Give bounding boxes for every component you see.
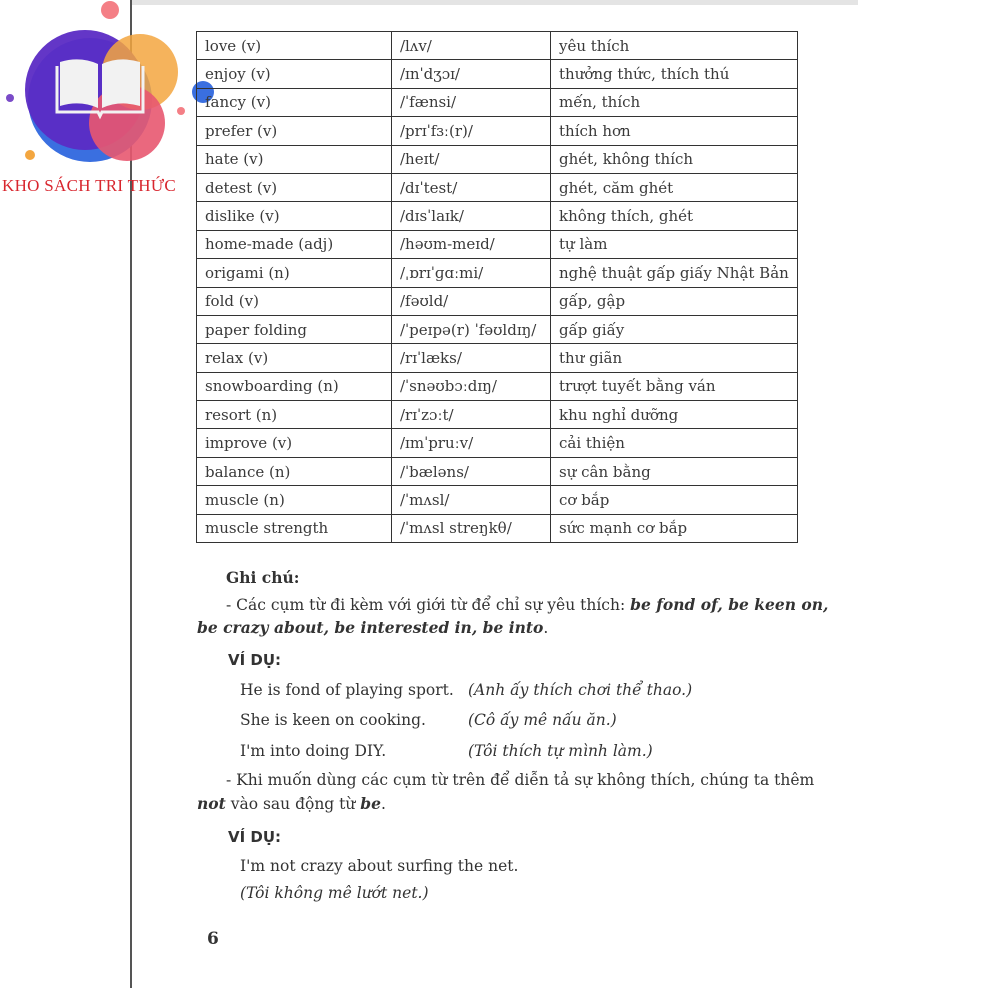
note2-line2	[197, 794, 386, 813]
word-cell: improve (v)	[197, 429, 392, 457]
example-vi: (Cô ấy mê nấu ăn.)	[468, 711, 617, 729]
note1-line1	[226, 595, 828, 614]
pronunciation-cell: /ˈsnəʊbɔːdɪŋ/	[392, 372, 551, 400]
meaning-cell: yêu thích	[551, 32, 798, 60]
viewer-top-bar	[132, 0, 858, 5]
meaning-cell: không thích, ghét	[551, 202, 798, 230]
meaning-cell: cơ bắp	[551, 486, 798, 514]
table-row	[197, 60, 798, 88]
example2-en: I'm not crazy about surfing the net.	[240, 857, 519, 875]
meaning-cell: nghệ thuật gấp giấy Nhật Bản	[551, 259, 798, 287]
meaning-cell: mến, thích	[551, 88, 798, 116]
meaning-cell: gấp, gập	[551, 287, 798, 315]
example-vi: (Anh ấy thích chơi thể thao.)	[468, 681, 693, 699]
pronunciation-cell: /heɪt/	[392, 145, 551, 173]
word-cell: balance (n)	[197, 457, 392, 485]
example2-vi: (Tôi không mê lướt net.)	[240, 884, 429, 902]
example-en: I'm into doing DIY.	[240, 742, 387, 760]
word-cell: origami (n)	[197, 259, 392, 287]
table-row	[197, 145, 798, 173]
note1-phrases-b: be crazy about, be interested in, be into	[197, 618, 544, 637]
table-row	[197, 429, 798, 457]
table-row	[197, 401, 798, 429]
pronunciation-cell: /ˈmʌsl/	[392, 486, 551, 514]
note1-phrases-a: be fond of, be keen on,	[630, 595, 829, 614]
pronunciation-cell: /ˈbæləns/	[392, 457, 551, 485]
pronunciation-cell: /fəʊld/	[392, 287, 551, 315]
meaning-cell: cải thiện	[551, 429, 798, 457]
word-cell: enjoy (v)	[197, 60, 392, 88]
pronunciation-cell: /rɪˈlæks/	[392, 344, 551, 372]
meaning-cell: thưởng thức, thích thú	[551, 60, 798, 88]
word-cell: muscle (n)	[197, 486, 392, 514]
table-row	[197, 259, 798, 287]
note2-end: .	[381, 795, 386, 813]
logo-brand-text: KHO SÁCH TRI THỨC	[2, 176, 176, 195]
word-cell: fold (v)	[197, 287, 392, 315]
table-row	[197, 344, 798, 372]
pronunciation-cell: /ˈfænsi/	[392, 88, 551, 116]
word-cell: love (v)	[197, 32, 392, 60]
pronunciation-cell: /dɪˈtest/	[392, 173, 551, 201]
page-number: 6	[207, 929, 219, 949]
table-row	[197, 457, 798, 485]
table-row	[197, 117, 798, 145]
table-row	[197, 202, 798, 230]
example-label: VÍ DỤ:	[228, 651, 282, 669]
meaning-cell: sức mạnh cơ bắp	[551, 514, 798, 542]
table-row	[197, 287, 798, 315]
word-cell: paper folding	[197, 315, 392, 343]
pronunciation-cell: /ɪnˈdʒɔɪ/	[392, 60, 551, 88]
meaning-cell: trượt tuyết bằng ván	[551, 372, 798, 400]
word-cell: detest (v)	[197, 173, 392, 201]
notes-heading: Ghi chú:	[226, 568, 300, 587]
table-row	[197, 514, 798, 542]
pronunciation-cell: /həʊm-meɪd/	[392, 230, 551, 258]
meaning-cell: khu nghỉ dưỡng	[551, 401, 798, 429]
word-cell: relax (v)	[197, 344, 392, 372]
meaning-cell: thích hơn	[551, 117, 798, 145]
example2-label: VÍ DỤ:	[228, 828, 282, 846]
note1-line2	[197, 618, 548, 637]
pronunciation-cell: /ˈmʌsl streŋkθ/	[392, 514, 551, 542]
table-row	[197, 88, 798, 116]
pronunciation-cell: /ɪmˈpruːv/	[392, 429, 551, 457]
table-row	[197, 486, 798, 514]
note1-end: .	[543, 619, 549, 637]
meaning-cell: thư giãn	[551, 344, 798, 372]
pronunciation-cell: /rɪˈzɔːt/	[392, 401, 551, 429]
note2-be: be	[360, 794, 381, 813]
word-cell: muscle strength	[197, 514, 392, 542]
meaning-cell: ghét, căm ghét	[551, 173, 798, 201]
word-cell: home-made (adj)	[197, 230, 392, 258]
table-row	[197, 32, 798, 60]
word-cell: resort (n)	[197, 401, 392, 429]
word-cell: prefer (v)	[197, 117, 392, 145]
pronunciation-cell: /dɪsˈlaɪk/	[392, 202, 551, 230]
meaning-cell: gấp giấy	[551, 315, 798, 343]
table-row	[197, 315, 798, 343]
example-vi: (Tôi thích tự mình làm.)	[468, 742, 653, 760]
table-row	[197, 230, 798, 258]
word-cell: snowboarding (n)	[197, 372, 392, 400]
example-en: She is keen on cooking.	[240, 711, 426, 729]
pronunciation-cell: /ˈpeɪpə(r) ˈfəʊldɪŋ/	[392, 315, 551, 343]
meaning-cell: ghét, không thích	[551, 145, 798, 173]
word-cell: fancy (v)	[197, 88, 392, 116]
vocabulary-table	[196, 31, 798, 543]
example-en: He is fond of playing sport.	[240, 681, 454, 699]
meaning-cell: tự làm	[551, 230, 798, 258]
pronunciation-cell: /lʌv/	[392, 32, 551, 60]
note2-line1: - Khi muốn dùng các cụm từ trên để diễn tả sự không thích, chúng ta thêm	[226, 771, 815, 789]
pronunciation-cell: /prɪˈfɜː(r)/	[392, 117, 551, 145]
table-row	[197, 173, 798, 201]
table-row	[197, 372, 798, 400]
meaning-cell: sự cân bằng	[551, 457, 798, 485]
note2-not: not	[197, 794, 226, 813]
pronunciation-cell: /ˌɒrɪˈɡɑːmi/	[392, 259, 551, 287]
word-cell: dislike (v)	[197, 202, 392, 230]
word-cell: hate (v)	[197, 145, 392, 173]
note1-text: - Các cụm từ đi kèm với giới từ để chỉ sự yêu thích:	[226, 596, 631, 614]
note2-mid: vào sau động từ	[225, 795, 361, 813]
